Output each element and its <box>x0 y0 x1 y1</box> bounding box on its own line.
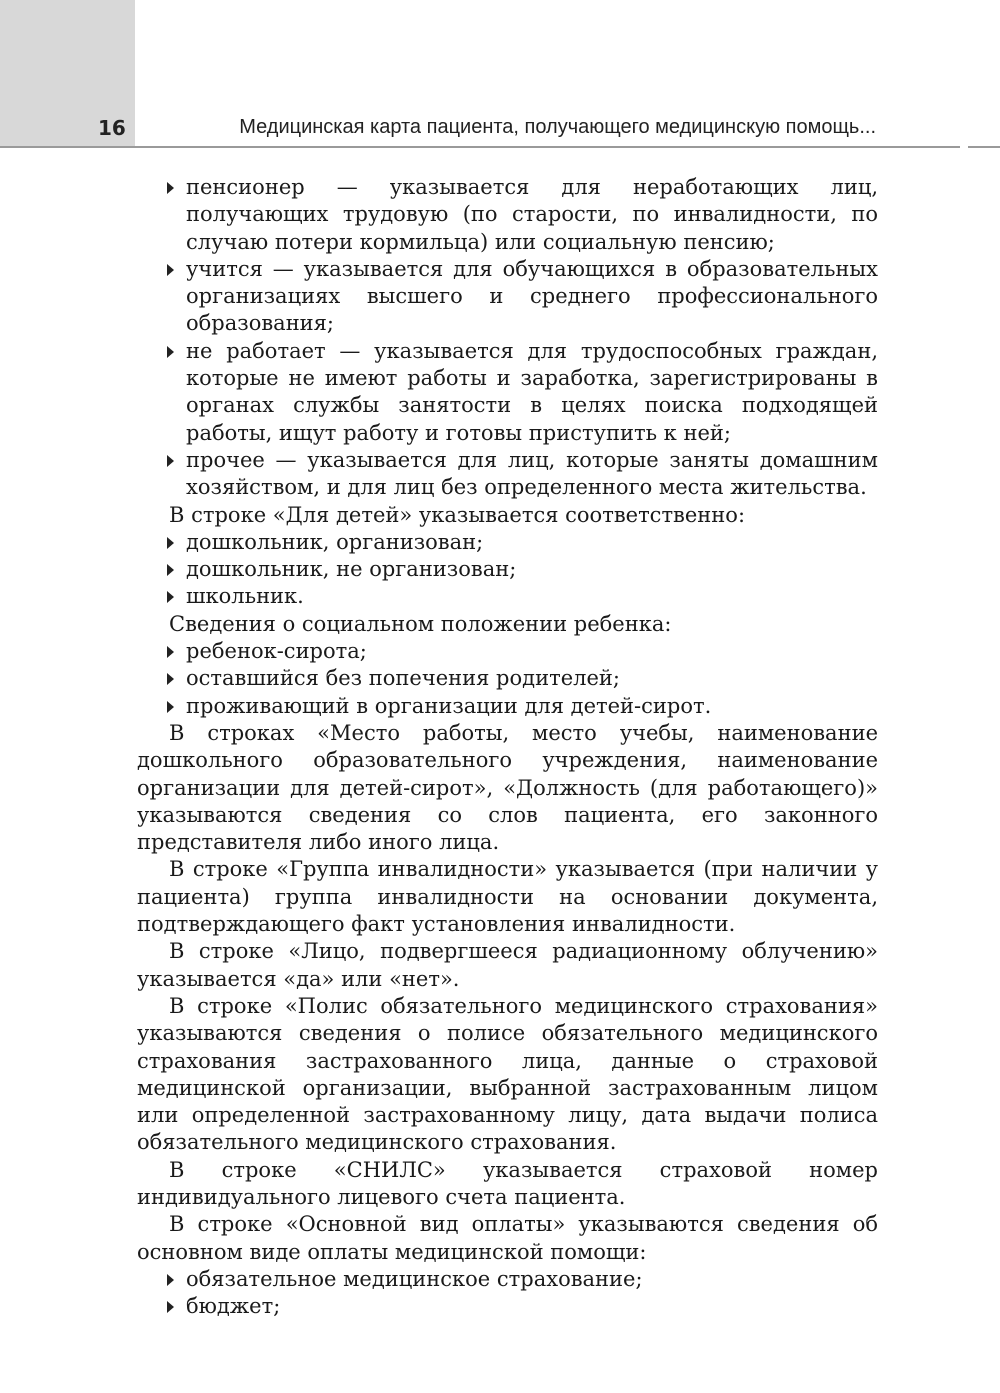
list-item: пенсионер — указывается для неработающих лиц, получающих трудовую (по старости, по инвалидности, по случаю потери кормильца) или социальную пенсию; <box>137 174 878 256</box>
list-item: школьник. <box>137 583 878 610</box>
triangle-bullet-icon <box>167 591 174 603</box>
triangle-bullet-icon <box>167 537 174 549</box>
triangle-bullet-icon <box>167 1274 174 1286</box>
list-item: учится — указывается для обучающихся в образовательных организациях высшего и среднего профессионального образования; <box>137 256 878 338</box>
list-item: обязательное медицинское страхование; <box>137 1266 878 1293</box>
paragraph: В строке «Основной вид оплаты» указываются сведения об основном виде оплаты медицинской помощи: <box>137 1212 878 1264</box>
list-item: проживающий в организации для детей-сирот. <box>137 693 878 720</box>
paragraph: В строках «Место работы, место учебы, наименование дошкольного образовательного учреждения, наименование организации для детей-сирот», «Должность (для работающего)» указываются сведения со слов пациента, его законного представителя либо иного лица. <box>137 720 878 855</box>
list-item: оставшийся без попечения родителей; <box>137 665 878 692</box>
paragraph: В строке «Лицо, подвергшееся радиационному облучению» указывается «да» или «нет». <box>137 939 878 991</box>
header-rule-end <box>968 146 1000 148</box>
body-text <box>137 174 878 1320</box>
triangle-bullet-icon <box>167 346 174 358</box>
list-item: прочее — указывается для лиц, которые заняты домашним хозяйством, и для лиц без определенного места жительства. <box>137 447 878 502</box>
triangle-bullet-icon <box>167 1301 174 1313</box>
triangle-bullet-icon <box>167 455 174 467</box>
list-item: не работает — указывается для трудоспособных граждан, которые не имеют работы и заработка, зарегистрированы в органах службы занятости в целях поиска подходящей работы, ищут работу и готовы приступить к ней; <box>137 338 878 447</box>
list-item: бюджет; <box>137 1293 878 1320</box>
list-item: ребенок-сирота; <box>137 638 878 665</box>
list-intro: Сведения о социальном положении ребенка: <box>169 611 672 636</box>
triangle-bullet-icon <box>167 182 174 194</box>
paragraph: В строке «СНИЛС» указывается страховой номер индивидуального лицевого счета пациента. <box>137 1157 878 1209</box>
running-title: Медицинская карта пациента, получающего медицинскую помощь... <box>239 116 876 138</box>
triangle-bullet-icon <box>167 701 174 713</box>
list-item: дошкольник, не организован; <box>137 556 878 583</box>
triangle-bullet-icon <box>167 264 174 276</box>
list-intro: В строке «Для детей» указывается соответственно: <box>169 502 746 527</box>
triangle-bullet-icon <box>167 564 174 576</box>
paragraph: В строке «Группа инвалидности» указывается (при наличии у пациента) группа инвалидности на основании документа, подтверждающего факт установления инвалидности. <box>137 857 878 937</box>
triangle-bullet-icon <box>167 646 174 658</box>
header-rule <box>0 146 960 148</box>
list-item: дошкольник, организован; <box>137 529 878 556</box>
page-number: 16 <box>98 116 126 140</box>
triangle-bullet-icon <box>167 673 174 685</box>
paragraph: В строке «Полис обязательного медицинского страхования» указываются сведения о полисе обязательного медицинского страхования застрахованного лица, данные о страховой медицинской организации, выбранной застрахованным лицом или определенной застрахованному лицу, дата выдачи полиса обязательного медицинского страхования. <box>137 993 878 1155</box>
